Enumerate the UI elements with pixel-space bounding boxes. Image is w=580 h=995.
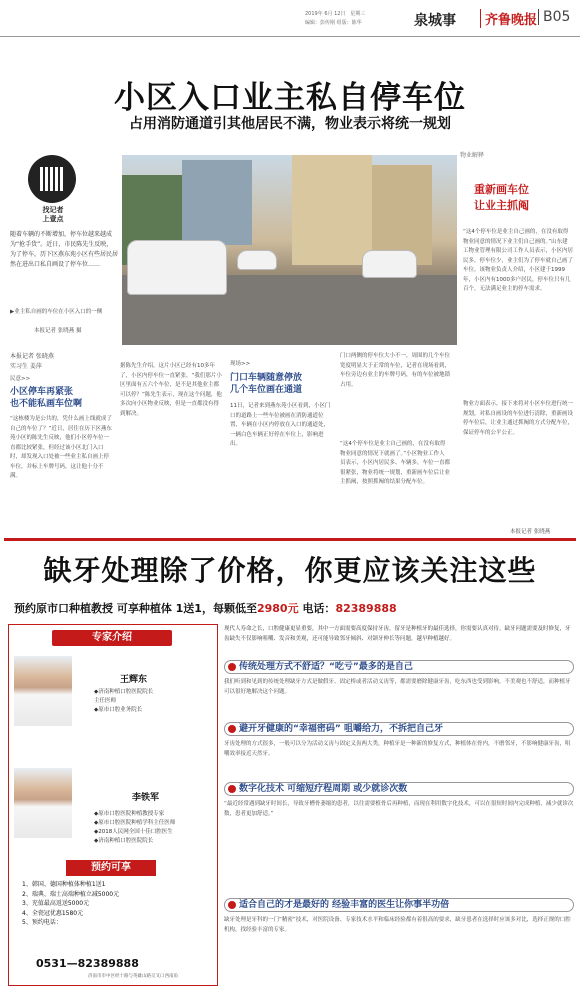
ad-subtitle [14,600,397,616]
col4-body: 门口两侧的停车位大小不一，周围的几个车位宽度明显大于正常的车位，记者在现场看到，车位旁边有业主的车牌号码，有的车位被地锁占用。 [340,353,451,388]
header-date: 2019年 6月 12日 星期三 [305,11,366,17]
ad-sub-prefix: 预约原市口种植教授 可享种植体 1送1，每颗低至 [14,602,257,615]
reserve-phone[interactable]: 0531—82389888 [36,957,139,970]
ad-intro: 现代人寿命之长，口腔健康更显重要，其中一方面需要高度保持牙齿，留牙是种植牙的最佳选择，你需要认真对待。缺牙问题需要及时修复，牙齿缺失不仅影响咀嚼、发音和美观，还可能导致邻牙倾斜、对颌牙伸长等问题，越早种植越好。 [224,626,571,642]
expert-title: 专家介绍 [52,630,172,646]
ad-section-3 [224,782,574,796]
expert-2-photo [14,768,72,838]
sidebar-body: “这4个停车位是业主自己画的，在没有取得物业同意的情况下业主们自己画的。”山东建工物业管理有限公司工作人员表示，小区内居民多，停车位少，业主们为了停车就自己画了车位。该物业负责人介绍，小区建于1999年，小区内有1000多户居民，停车位只有几百个，无法满足业主的停车需求。 [463,229,574,292]
sidebar-title: 重新画车位 让业主抓阄 [474,183,529,212]
ad-section-1-label: 传统处理方式不舒适？“吃亏”最多的是自己 [239,662,413,672]
expert-2-tag: ◆济南种植口腔医院院长 [94,838,154,844]
street-photo [122,155,457,345]
qr-code-icon[interactable] [28,155,76,203]
byline: 本报记者 张晓燕 实习生 姜萍 [10,353,54,370]
ad-section-3-label: 数字化技术 可缩短疗程周期 或少就诊次数 [239,784,408,794]
expert-1-tag: ◆原市口腔业务院长 [94,707,143,713]
reserve-address: 济南市市中区经十路与英雄山路交叉口西南角 [88,974,178,979]
expert-2-name: 李铁军 [132,793,160,803]
header-rule [0,36,580,37]
ad-title: 缺牙处理除了价格，你更应该关注这些 [43,554,537,587]
reserve-item: 2、瑞典、瑞士高端种植立减5000元 [22,890,120,898]
col3-body: 11日，记者来到燕东苑小区看到，小区门口的道路上一些车位被画在消防通道位置，车辆在小区内停放在入口的通道处，一辆白色车辆正好停在车位上，影响进出。 [230,403,331,447]
expert-2-tags [94,810,216,846]
qr-label: 找记者 上壹点 [42,206,64,223]
photo-caption: ▶业主私自画的车位在小区入口的一侧 [10,309,103,315]
ad-section-2-label: 避开牙健康的“幸福密码” 咀嚼给力，不拆把自己牙 [239,724,443,734]
expert-2-tag: ◆2018人民网全国十佳口腔医生 [94,829,173,835]
ad-section-1-body: 我们听到和见到的传统处理缺牙方式是做假牙、固定桥或者活动义齿等，都需要磨除健康牙齿，吃东西也受到影响，不美观也不舒适，而种植牙可以很好地解决这个问题。 [224,679,571,695]
col2-body: 据陈先生介绍，这片小区已经有10多年了，小区内停车位一直紧张。“我们那片小区里面有五六个车位，是不是其他业主都可以停？”陈先生表示，现在这个问题，他多次向小区物业反映，但是一直都没有得到解决。 [120,363,222,417]
ad-sub-price: 2980元 [256,602,299,615]
newspaper-logo: 齐鲁晚报 [480,9,537,28]
ad-section-4 [224,898,574,912]
expert-1-tag: ◆济南种植口腔医院院长 [94,689,154,695]
ad-section-2-body: 牙齿处理的方式很多，一般可以分为活动义齿与固定义齿两大类，种植牙是一种新的修复方式，种植体在骨内，不磨邻牙，不影响健康牙齿，咀嚼效率接近天然牙。 [224,741,571,757]
reserve-item: 1、韩国、德国种植体种植1送1 [22,881,106,888]
col1-kicker: 民意>> [10,376,31,382]
ad-section-4-label: 适合自己的才是最好的 经验丰富的医生让你事半功倍 [239,900,450,910]
expert-1-tag: 主任医师 [94,698,117,704]
col5-body: “这4个停车位是业主自己画的，在没有取得物业同意的情况下就画了。”小区物业工作人员表示，小区内居民多、车辆多，车位一直都很紧张，物业将统一规划，重新画车位后让业主抓阄，按照抓阄的结果分配车位。 [340,441,451,485]
col3-kicker: 现场>> [230,361,251,367]
article-subhead: 占用消防通道引其他居民不满，物业表示将统一规划 [129,116,451,132]
sidebar-tag: 物业解释 [460,152,485,159]
col1-body: “这栋楼为是公共的，凭什么画上线就成了自己的车位了？”近日，居住在历下区燕东苑小区的陈先生反映，他们小区停车位一直都比较紧张，但经过该小区北门入口时，却发现入口处被一些业主私自画上停车位，并标上车牌号码，这让他十分不满。 [10,416,112,479]
reserve-item: 3、充值最高返送5000元 [22,900,90,907]
ad-section-1 [224,660,574,674]
reserve-item: 4、全瓷冠优惠1580元 [22,909,84,917]
expert-1-tags [94,688,214,715]
expert-2-tag: ◆原市口腔医院种植学科主任医师 [94,820,176,826]
end-credit: 本报记者 张晓燕 [510,529,551,535]
ad-section-2 [224,722,574,736]
article-intro: 随着车辆的不断增加，停车位越来越成为“抢手货”。近日，市民陈先生反映，为了停车，历下区燕东苑小区有些居民居然在进出口私自画设了停车位…… [10,231,119,268]
ad-sub-phone: 82389888 [335,602,397,615]
ad-sub-phone-label: 电话： [302,602,336,615]
reserve-title: 预约可享 [66,860,156,876]
page-number: B05 [538,9,570,25]
article-headline: 小区入口业主私自停车位 [114,80,466,116]
expert-1-name: 王辉东 [120,675,148,685]
photo-credit: 本报记者 张晓燕 摄 [34,328,82,334]
section-name: 泉城事 [414,13,456,29]
col1-title: 小区停车再紧张 也不能私画车位啊 [10,387,83,409]
header-editor: 编辑：彭传刚 组版：陈华 [305,20,362,26]
col3-title: 门口车辆随意停放 几个车位画在通道 [230,373,303,395]
expert-2-tag: ◆原市口腔医院种植教授专家 [94,811,165,817]
sidebar-body-2: 物业方面表示，接下来将对小区车位进行统一规划，对私自画设的车位进行清除，重新画设停车位后，让业主通过抓阄的方式分配车位，保证停车的公平公正。 [463,401,574,436]
ad-section-3-body: “最近经常遇到缺牙时间长，导致牙槽骨萎缩的患者，以往需要植骨后再种植，而现在利用数字化技术，可以在很短时间内完成种植，减少就诊次数，患者更加舒适。” [224,801,574,817]
expert-1-photo [14,656,72,726]
reserve-list [22,880,119,928]
ad-section-4-body: 缺牙处理是牙科的一门“精密”技术，对医院设备、专家技术水平和临床经验都有着很高的要求，缺牙患者在选择时应该多对比，选择正规的口腔机构，找经验丰富的专家。 [224,917,571,933]
reserve-item: 5、预约电话： [22,919,62,926]
